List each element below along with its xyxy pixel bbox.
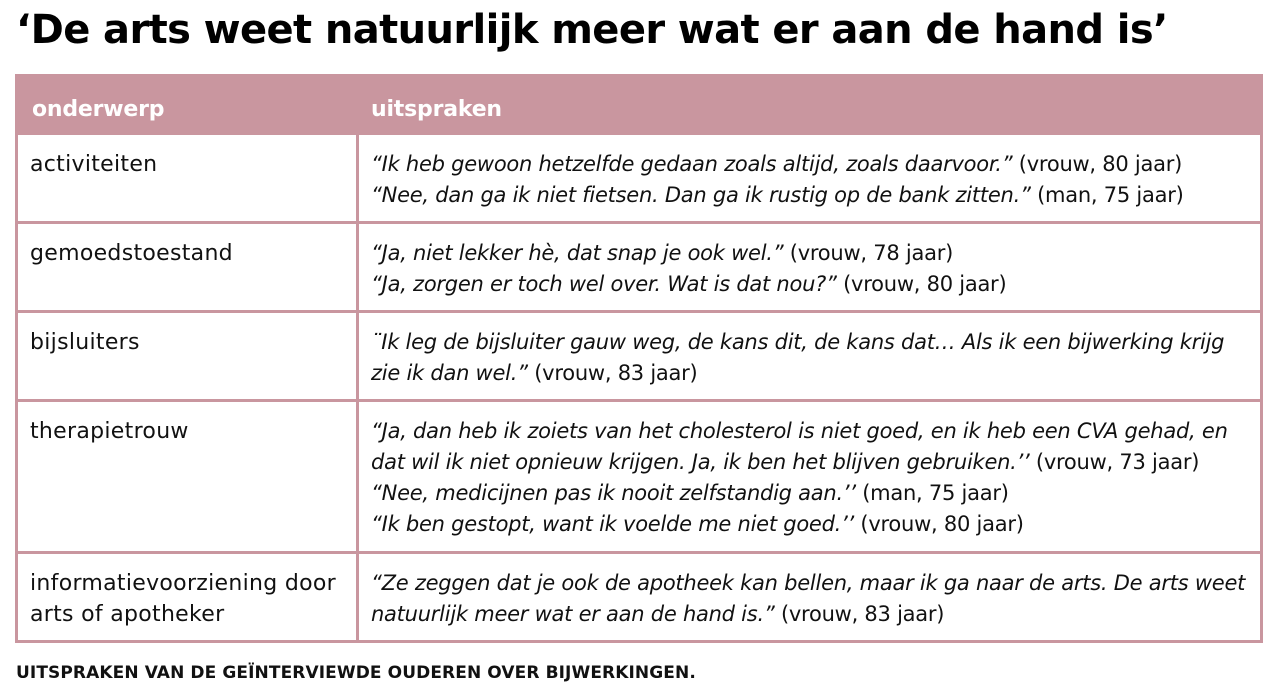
table-caption: UITSPRAKEN VAN DE GEÏNTERVIEWDE OUDEREN OVER BIJWERKINGEN.: [16, 663, 696, 683]
quote-text: ¨Ik leg de bijsluiter gauw weg, de kans dit, de kans dat… Als ik een bijwerking krijg zie ik dan wel.”: [371, 330, 1225, 385]
quote: [371, 238, 1254, 269]
table-row: [17, 553, 1262, 642]
quote: [371, 180, 1254, 211]
header-row: [17, 76, 1262, 134]
quotes-cell: [358, 553, 1262, 642]
quote-text: “Ik ben gestopt, want ik voelde me niet goed.’’: [371, 512, 854, 536]
topic-cell: gemoedstoestand: [17, 223, 358, 312]
topic-cell: bijsluiters: [17, 312, 358, 401]
topic-cell: therapietrouw: [17, 401, 358, 553]
quote-text: “Ik heb gewoon hetzelfde gedaan zoals altijd, zoals daarvoor.”: [371, 152, 1013, 176]
table-row: [17, 401, 1262, 553]
quote-text: “Ze zeggen dat je ook de apotheek kan bellen, maar ik ga naar de arts. De arts weet natuurlijk meer wat er aan de hand is.”: [371, 571, 1246, 626]
quote: [371, 269, 1254, 300]
quote: [371, 416, 1254, 478]
quotes-cell: [358, 312, 1262, 401]
quote-attribution: (man, 75 jaar): [855, 481, 1009, 505]
quotes-cell: [358, 134, 1262, 223]
column-header-quotes: uitspraken: [358, 76, 1262, 134]
quote-text: “Ja, dan heb ik zoiets van het cholesterol is niet goed, en ik heb een CVA gehad, en dat wil ik niet opnieuw krijgen. Ja, ik ben het blijven gebruiken.’’: [371, 419, 1228, 474]
quote-text: “Nee, medicijnen pas ik nooit zelfstandig aan.’’: [371, 481, 856, 505]
quote-attribution: (vrouw, 83 jaar): [774, 602, 945, 626]
quote-attribution: (vrouw, 78 jaar): [783, 241, 954, 265]
quote: [371, 509, 1254, 540]
quote-attribution: (vrouw, 80 jaar): [836, 272, 1007, 296]
table-row: [17, 312, 1262, 401]
topic-cell: informatievoorziening door arts of apotheker: [17, 553, 358, 642]
table-row: [17, 134, 1262, 223]
quote-text: “Nee, dan ga ik niet fietsen. Dan ga ik rustig op de bank zitten.”: [371, 183, 1031, 207]
quotes-cell: [358, 401, 1262, 553]
table-header: [17, 76, 1262, 134]
quote-text: “Ja, zorgen er toch wel over. Wat is dat nou?”: [371, 272, 837, 296]
quote-attribution: (vrouw, 73 jaar): [1029, 450, 1200, 474]
quote: [371, 327, 1254, 389]
quote-attribution: (vrouw, 80 jaar): [1012, 152, 1183, 176]
quote-attribution: (vrouw, 80 jaar): [853, 512, 1024, 536]
quote-text: “Ja, niet lekker hè, dat snap je ook wel.”: [371, 241, 784, 265]
table-row: [17, 223, 1262, 312]
quote-attribution: (man, 75 jaar): [1030, 183, 1184, 207]
quote: [371, 568, 1254, 630]
quote-attribution: (vrouw, 83 jaar): [527, 361, 698, 385]
column-header-topic: onderwerp: [17, 76, 358, 134]
topic-cell: activiteiten: [17, 134, 358, 223]
page-title: ‘De arts weet natuurlijk meer wat er aan de hand is’: [16, 7, 1168, 53]
quotes-cell: [358, 223, 1262, 312]
quote: [371, 149, 1254, 180]
table-body: [17, 134, 1262, 642]
quote: [371, 478, 1254, 509]
quotes-table: [15, 74, 1263, 643]
